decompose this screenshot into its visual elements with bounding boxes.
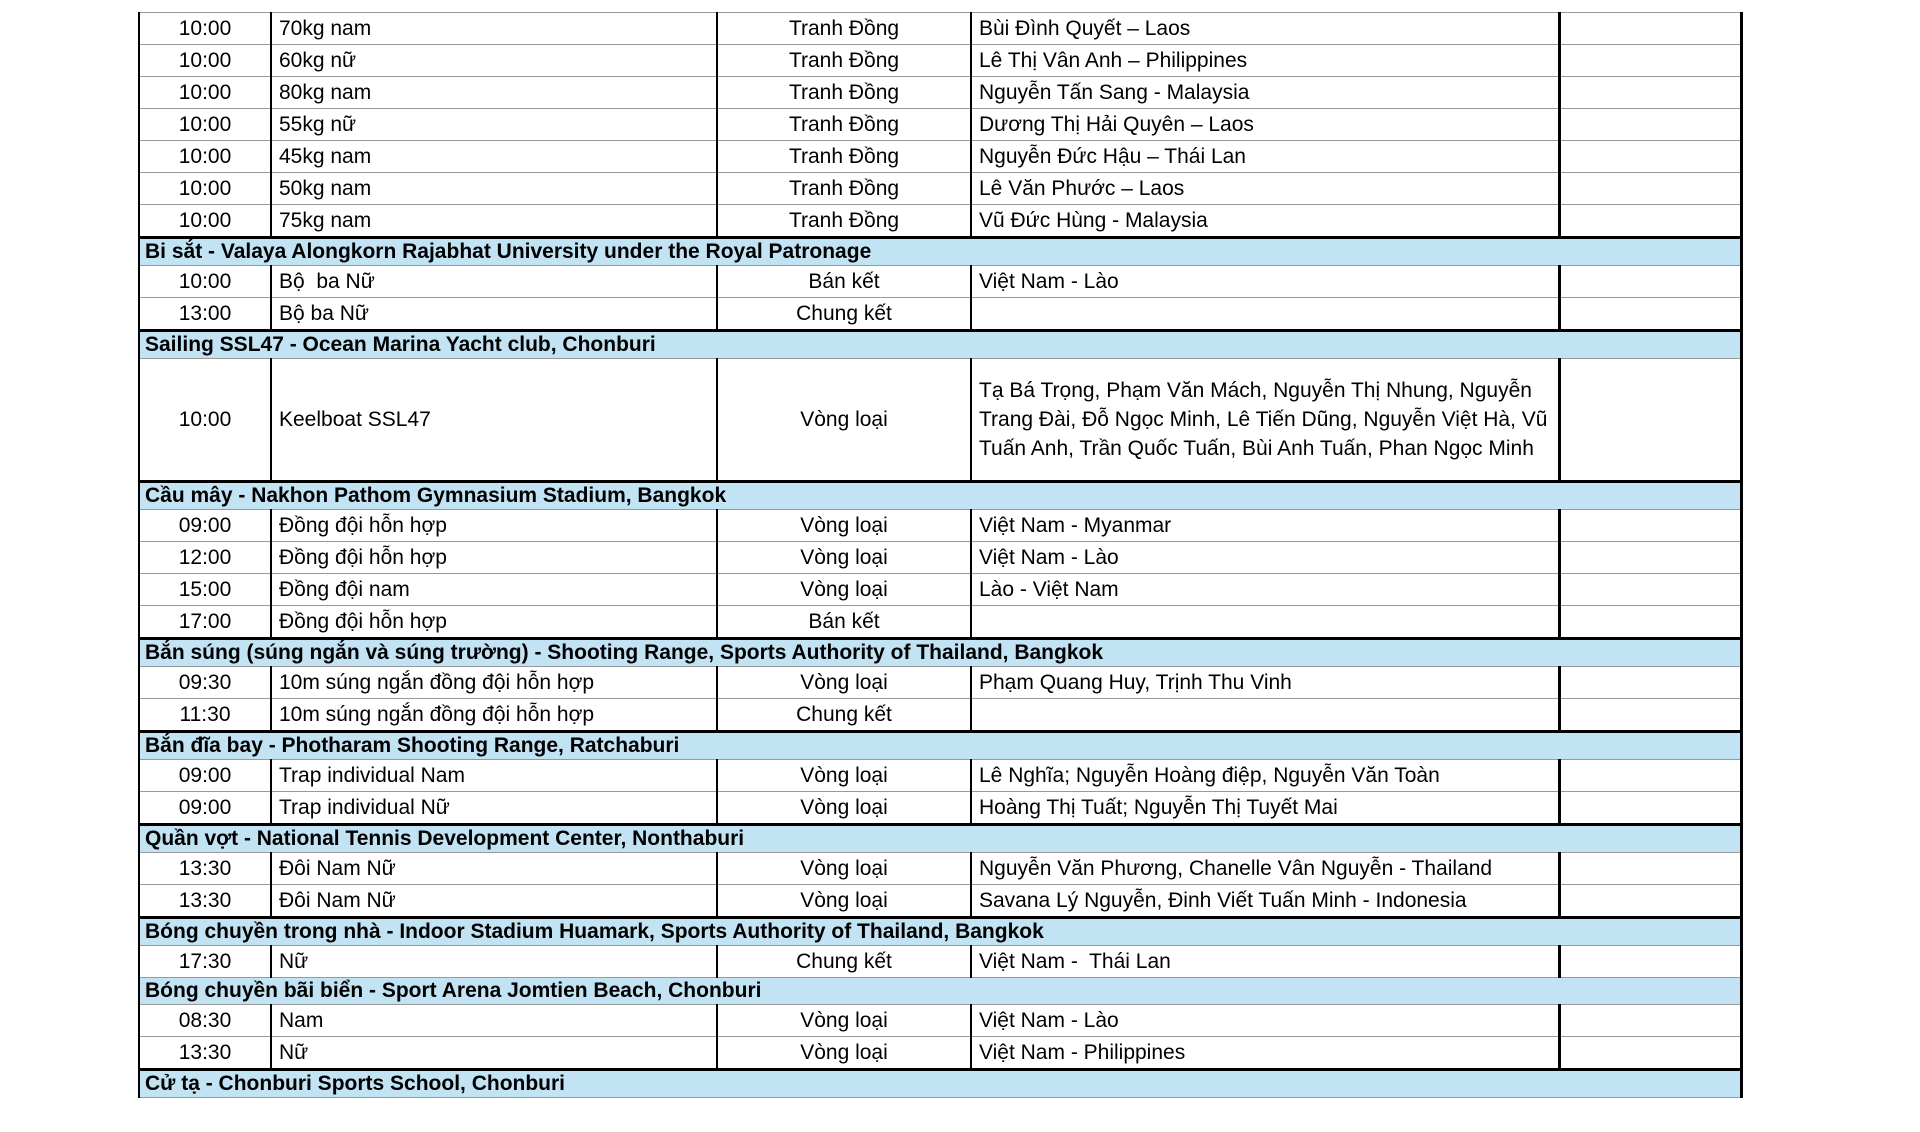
cell-time: 13:30: [139, 853, 271, 885]
table-row: [139, 77, 1741, 109]
table-row: [139, 173, 1741, 205]
table-row: [139, 266, 1741, 298]
cell-event: 10m súng ngắn đồng đội hỗn hợp: [271, 699, 717, 732]
cell-participants: Savana Lý Nguyễn, Đinh Viết Tuấn Minh - Indonesia: [971, 885, 1559, 918]
cell-time: 10:00: [139, 77, 271, 109]
cell-notes: [1559, 1005, 1741, 1037]
cell-notes: [1559, 510, 1741, 542]
cell-event: Trap individual Nữ: [271, 792, 717, 825]
section-header-row: [139, 918, 1741, 946]
cell-round: Vòng loại: [717, 760, 971, 792]
table-row: [139, 792, 1741, 825]
section-title: Bắn đĩa bay - Photharam Shooting Range, Ratchaburi: [139, 732, 1741, 760]
table-row: [139, 542, 1741, 574]
cell-event: Bộ ba Nữ: [271, 266, 717, 298]
cell-round: Bán kết: [717, 606, 971, 639]
cell-event: 60kg nữ: [271, 45, 717, 77]
table-row: [139, 45, 1741, 77]
cell-participants: Việt Nam - Myanmar: [971, 510, 1559, 542]
schedule-table-body: [139, 13, 1741, 1098]
cell-time: 08:30: [139, 1005, 271, 1037]
cell-notes: [1559, 946, 1741, 978]
cell-event: Đồng đội hỗn hợp: [271, 606, 717, 639]
cell-event: Nữ: [271, 1037, 717, 1070]
section-header-row: [139, 1070, 1741, 1098]
section-title: Cầu mây - Nakhon Pathom Gymnasium Stadium, Bangkok: [139, 482, 1741, 510]
cell-participants: Lê Văn Phước – Laos: [971, 173, 1559, 205]
cell-participants: Dương Thị Hải Quyên – Laos: [971, 109, 1559, 141]
cell-event: 10m súng ngắn đồng đội hỗn hợp: [271, 667, 717, 699]
cell-participants: Nguyễn Đức Hậu – Thái Lan: [971, 141, 1559, 173]
cell-notes: [1559, 699, 1741, 732]
cell-time: 09:30: [139, 667, 271, 699]
cell-round: Vòng loại: [717, 510, 971, 542]
cell-event: Bộ ba Nữ: [271, 298, 717, 331]
cell-notes: [1559, 173, 1741, 205]
cell-time: 10:00: [139, 45, 271, 77]
cell-notes: [1559, 542, 1741, 574]
cell-event: 50kg nam: [271, 173, 717, 205]
table-row: [139, 574, 1741, 606]
cell-notes: [1559, 13, 1741, 45]
cell-round: Vòng loại: [717, 574, 971, 606]
section-title: Bóng chuyền bãi biển - Sport Arena Jomtien Beach, Chonburi: [139, 978, 1741, 1005]
cell-notes: [1559, 885, 1741, 918]
section-title: Sailing SSL47 - Ocean Marina Yacht club, Chonburi: [139, 331, 1741, 359]
table-row: [139, 885, 1741, 918]
cell-participants: Vũ Đức Hùng - Malaysia: [971, 205, 1559, 238]
cell-participants: Lê Nghĩa; Nguyễn Hoàng điệp, Nguyễn Văn Toàn: [971, 760, 1559, 792]
cell-round: Tranh Đồng: [717, 77, 971, 109]
section-title: Cử tạ - Chonburi Sports School, Chonburi: [139, 1070, 1741, 1098]
cell-participants: Lào - Việt Nam: [971, 574, 1559, 606]
cell-time: 09:00: [139, 792, 271, 825]
cell-time: 09:00: [139, 510, 271, 542]
cell-participants: Việt Nam - Philippines: [971, 1037, 1559, 1070]
schedule-container: [138, 12, 1743, 1098]
table-row: [139, 359, 1741, 482]
cell-time: 11:30: [139, 699, 271, 732]
cell-notes: [1559, 606, 1741, 639]
cell-round: Chung kết: [717, 946, 971, 978]
cell-event: Đồng đội hỗn hợp: [271, 510, 717, 542]
table-row: [139, 606, 1741, 639]
cell-notes: [1559, 853, 1741, 885]
cell-notes: [1559, 205, 1741, 238]
cell-time: 17:30: [139, 946, 271, 978]
cell-time: 15:00: [139, 574, 271, 606]
cell-notes: [1559, 266, 1741, 298]
cell-round: Tranh Đồng: [717, 205, 971, 238]
section-title: Quần vợt - National Tennis Development Center, Nonthaburi: [139, 825, 1741, 853]
cell-round: Vòng loại: [717, 1037, 971, 1070]
table-row: [139, 141, 1741, 173]
cell-round: Tranh Đồng: [717, 173, 971, 205]
section-header-row: [139, 238, 1741, 266]
cell-round: Vòng loại: [717, 667, 971, 699]
cell-round: Tranh Đồng: [717, 141, 971, 173]
cell-round: Vòng loại: [717, 853, 971, 885]
section-title: Bi sắt - Valaya Alongkorn Rajabhat University under the Royal Patronage: [139, 238, 1741, 266]
cell-round: Vòng loại: [717, 359, 971, 482]
cell-time: 13:30: [139, 885, 271, 918]
table-row: [139, 1037, 1741, 1070]
table-row: [139, 760, 1741, 792]
cell-notes: [1559, 760, 1741, 792]
table-row: [139, 853, 1741, 885]
cell-participants: [971, 298, 1559, 331]
cell-time: 17:00: [139, 606, 271, 639]
cell-time: 09:00: [139, 760, 271, 792]
cell-event: Đồng đội hỗn hợp: [271, 542, 717, 574]
cell-event: Keelboat SSL47: [271, 359, 717, 482]
cell-event: Đôi Nam Nữ: [271, 885, 717, 918]
cell-participants: Lê Thị Vân Anh – Philippines: [971, 45, 1559, 77]
cell-notes: [1559, 141, 1741, 173]
table-row: [139, 109, 1741, 141]
cell-participants: Phạm Quang Huy, Trịnh Thu Vinh: [971, 667, 1559, 699]
schedule-table: [138, 12, 1743, 1098]
table-row: [139, 13, 1741, 45]
cell-round: Bán kết: [717, 266, 971, 298]
section-title: Bóng chuyền trong nhà - Indoor Stadium Huamark, Sports Authority of Thailand, Bangkok: [139, 918, 1741, 946]
cell-participants: [971, 699, 1559, 732]
cell-notes: [1559, 359, 1741, 482]
section-header-row: [139, 978, 1741, 1005]
table-row: [139, 298, 1741, 331]
cell-event: Đôi Nam Nữ: [271, 853, 717, 885]
cell-event: Nữ: [271, 946, 717, 978]
cell-time: 10:00: [139, 141, 271, 173]
cell-participants: Nguyễn Tấn Sang - Malaysia: [971, 77, 1559, 109]
cell-participants: Việt Nam - Thái Lan: [971, 946, 1559, 978]
table-row: [139, 946, 1741, 978]
cell-time: 10:00: [139, 359, 271, 482]
table-row: [139, 667, 1741, 699]
section-header-row: [139, 732, 1741, 760]
cell-event: 75kg nam: [271, 205, 717, 238]
cell-round: Tranh Đồng: [717, 13, 971, 45]
section-title: Bắn súng (súng ngắn và súng trường) - Shooting Range, Sports Authority of Thailand, Bangkok: [139, 639, 1741, 667]
cell-time: 10:00: [139, 173, 271, 205]
cell-round: Tranh Đồng: [717, 45, 971, 77]
cell-participants: Nguyễn Văn Phương, Chanelle Vân Nguyễn - Thailand: [971, 853, 1559, 885]
section-header-row: [139, 331, 1741, 359]
cell-participants: Bùi Đình Quyết – Laos: [971, 13, 1559, 45]
cell-event: Trap individual Nam: [271, 760, 717, 792]
cell-participants: Việt Nam - Lào: [971, 1005, 1559, 1037]
table-row: [139, 1005, 1741, 1037]
table-row: [139, 699, 1741, 732]
table-row: [139, 510, 1741, 542]
cell-notes: [1559, 792, 1741, 825]
cell-time: 10:00: [139, 13, 271, 45]
cell-round: Chung kết: [717, 298, 971, 331]
section-header-row: [139, 639, 1741, 667]
cell-participants: Hoàng Thị Tuất; Nguyễn Thị Tuyết Mai: [971, 792, 1559, 825]
cell-round: Chung kết: [717, 699, 971, 732]
cell-time: 12:00: [139, 542, 271, 574]
section-header-row: [139, 482, 1741, 510]
cell-time: 10:00: [139, 205, 271, 238]
cell-time: 13:00: [139, 298, 271, 331]
cell-notes: [1559, 109, 1741, 141]
cell-event: 55kg nữ: [271, 109, 717, 141]
cell-notes: [1559, 574, 1741, 606]
section-header-row: [139, 825, 1741, 853]
cell-event: Đồng đội nam: [271, 574, 717, 606]
cell-event: 80kg nam: [271, 77, 717, 109]
cell-time: 10:00: [139, 266, 271, 298]
cell-event: 70kg nam: [271, 13, 717, 45]
cell-time: 10:00: [139, 109, 271, 141]
cell-notes: [1559, 77, 1741, 109]
cell-notes: [1559, 298, 1741, 331]
cell-participants: Tạ Bá Trọng, Phạm Văn Mách, Nguyễn Thị Nhung, Nguyễn Trang Đài, Đỗ Ngọc Minh, Lê Tiến Dũng, Nguyễn Việt Hà, Vũ Tuấn Anh, Trần Quốc Tuấn, Bùi Anh Tuấn, Phan Ngọc Minh: [971, 359, 1559, 482]
cell-participants: Việt Nam - Lào: [971, 266, 1559, 298]
cell-event: 45kg nam: [271, 141, 717, 173]
cell-round: Vòng loại: [717, 885, 971, 918]
table-row: [139, 205, 1741, 238]
cell-round: Vòng loại: [717, 1005, 971, 1037]
cell-notes: [1559, 1037, 1741, 1070]
cell-round: Tranh Đồng: [717, 109, 971, 141]
cell-round: Vòng loại: [717, 792, 971, 825]
cell-participants: [971, 606, 1559, 639]
cell-event: Nam: [271, 1005, 717, 1037]
cell-time: 13:30: [139, 1037, 271, 1070]
cell-round: Vòng loại: [717, 542, 971, 574]
cell-participants: Việt Nam - Lào: [971, 542, 1559, 574]
cell-notes: [1559, 667, 1741, 699]
cell-notes: [1559, 45, 1741, 77]
